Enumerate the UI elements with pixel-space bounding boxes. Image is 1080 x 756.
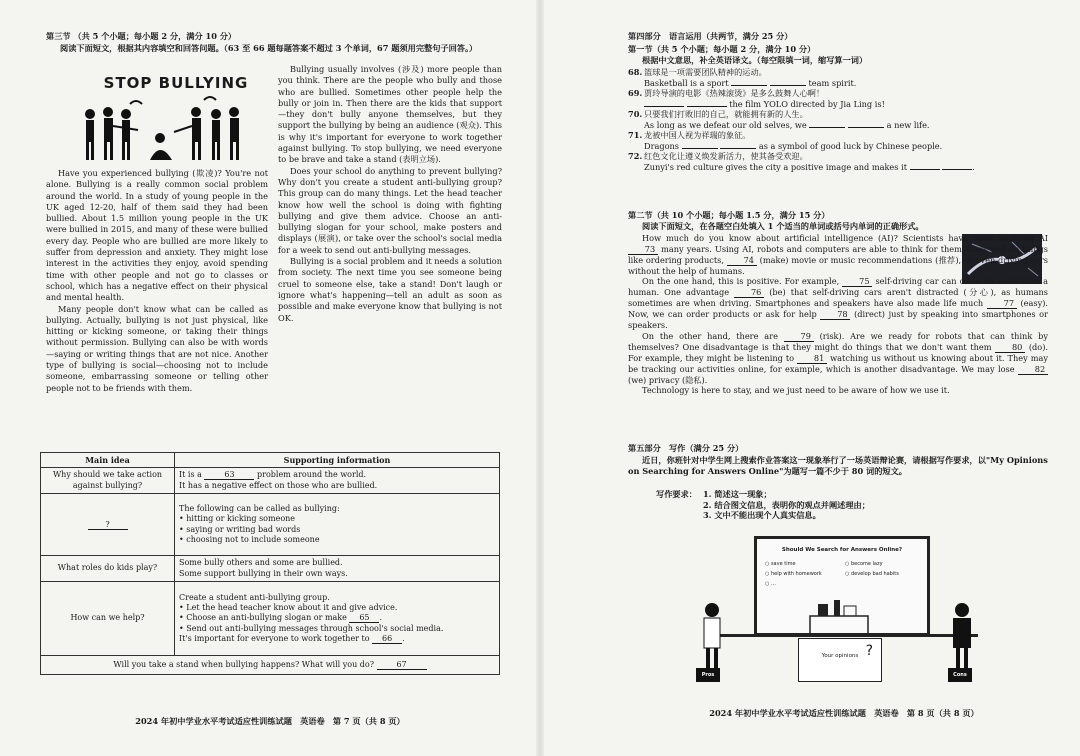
- ai-paragraph-4: Technology is here to stay, and we just need to be aware of how we use it.: [642, 385, 950, 395]
- q72-english-line: Zunyi's red culture gives the city a positive image and makes it .: [644, 161, 975, 172]
- row-2-support: [175, 494, 500, 556]
- row-3-main-idea: What roles do kids play?: [41, 556, 175, 582]
- question-67-row: [41, 656, 500, 675]
- blank-82[interactable]: 82: [1018, 365, 1048, 375]
- page-7-footer: 2024 年初中学业水平考试适应性训练试题 英语卷 第 7 页（共 8 页）: [135, 716, 405, 726]
- board-points: [757, 553, 927, 587]
- passage-paragraph-4: Does your school do anything to prevent bullying? Why don't you create a student anti-bullying group? This group can do many things. Let the head teacher know how well the school is doing with fighting bullying and give them advice. Choose an anti-bullying slogan for your school, make posters and displays (展演), or take over the school's social media for a week to send out anti-bullying messages.: [278, 165, 502, 255]
- blank-73[interactable]: 73: [628, 245, 658, 255]
- q70-blank-1[interactable]: [809, 127, 845, 128]
- blank-74[interactable]: 74: [727, 256, 757, 266]
- board-title: Should We Search for Answers Online?: [781, 547, 903, 553]
- ai-p2-text-a: On the one hand, this is positive. For example,: [642, 276, 840, 286]
- ai-p2-text-c: (be) that self-driving cars aren't distracted (分心), as humans sometimes are when driving. Smartphones and speakers have also made life much: [628, 287, 1049, 308]
- question-70: 70. 只要我们打败旧的自己，就能拥有新的人生。: [628, 109, 808, 119]
- q70-english-b: a new life.: [886, 119, 930, 130]
- row-4-main-idea: How can we help?: [41, 582, 175, 656]
- ai-p1-text-c: (make) movie or music recommendations (推荐), or even driving cars without the help of humans.: [628, 254, 1048, 276]
- row-3-text-a: Some bully others and some are bullied.: [179, 558, 343, 568]
- podium-text: Your opinions: [821, 653, 859, 659]
- blank-79[interactable]: 79: [784, 332, 814, 342]
- row-4-bullet: • Send out anti-bullying messages through school's social media.: [179, 624, 495, 634]
- ai-paragraph-1: [628, 233, 1048, 276]
- q69-chinese: 贾玲导演的电影《热辣滚烫》是多么鼓舞人心啊！: [644, 88, 825, 98]
- blank-80[interactable]: 80: [995, 343, 1025, 353]
- section-header: 第三节 （共 5 个小题；每小题 2 分，满分 10 分）: [46, 31, 237, 41]
- ai-p2-text-b: self-driving car can often be safer than a human. One advantage: [628, 276, 1048, 297]
- blank-67[interactable]: 67: [377, 660, 427, 670]
- q68-blank-1[interactable]: [731, 85, 767, 86]
- row-2-intro: The following can be called as bullying:: [179, 503, 340, 513]
- blank-75[interactable]: 75: [842, 277, 872, 287]
- q72-english-a: Zunyi's red culture gives the city a positive image and makes it: [644, 161, 907, 172]
- passage-left-column: [46, 168, 268, 394]
- question-72: 72. 红色文化让遵义焕发新活力，使其备受欢迎。: [628, 151, 808, 161]
- section-2-header: 第二节（共 10 个小题；每小题 1.5 分，满分 15 分）: [628, 210, 830, 220]
- row-4-support: [175, 582, 500, 656]
- board-point: ○ develop bad habits: [845, 571, 899, 577]
- q69-blank-1[interactable]: [644, 106, 684, 107]
- instructions: 阅读下面短文，根据其内容填空和回答问题。（63 至 66 题每题答案不超过 3 个单词，67 题须用完整句子回答。）: [60, 43, 478, 53]
- row-1-main-idea: Why should we take action against bullying?: [41, 468, 175, 494]
- row-3-support: [175, 556, 500, 582]
- q68-english-a: Basketball is a sport: [644, 77, 729, 88]
- board-point-text: develop bad habits: [850, 571, 899, 577]
- ai-p3-text-b: (risk). Are we ready for robots that can think by themselves? One disadvantage is that they might do things that we don't want them: [628, 330, 1048, 352]
- section-1-instructions: 根据中文意思，补全英语译文。（每空限填一词，缩写算一词）: [642, 55, 868, 65]
- row-4-bullet: • Choose an anti-bullying slogan or make 65 .: [179, 613, 495, 623]
- ai-p2-text-d: (easy). Now, we can order products or ask for help: [628, 298, 1048, 319]
- bullying-figures-icon: [76, 92, 276, 166]
- q72-blank-2[interactable]: [942, 169, 972, 170]
- blank-63[interactable]: 63: [204, 470, 254, 480]
- col-supporting-info: Supporting information: [175, 453, 500, 468]
- section-2-instructions: 阅读下面短文，在各题空白处填入 1 个适当的单词或括号内单词的正确形式。: [642, 221, 924, 231]
- section-1-header: 第一节（共 5 个小题；每小题 2 分，满分 10 分）: [628, 44, 816, 54]
- page-fold: [536, 0, 544, 756]
- q72-blank-1[interactable]: [910, 169, 940, 170]
- q71-english-line: [628, 141, 1048, 152]
- summary-table-wrap: [40, 452, 500, 675]
- row-1-text-c: It has a negative effect on those who are bullied.: [179, 480, 378, 490]
- row-4-closing-text: It's important for everyone to work together to: [179, 634, 370, 644]
- q71-blank-2[interactable]: [720, 148, 756, 149]
- row-1-text-a: It is a: [179, 470, 202, 480]
- ai-p3-text-c: (do). For example, they might be listening to: [628, 341, 1048, 363]
- blank-78[interactable]: 78: [820, 310, 850, 320]
- question-mark-icon: ?: [865, 643, 873, 659]
- row-4-intro: Create a student anti-bullying group.: [179, 592, 330, 602]
- table-row: [41, 556, 500, 582]
- translation-questions: [628, 67, 1048, 172]
- question-71: 71. 龙被中国人视为祥瑞的象征。: [628, 130, 751, 140]
- row-4-closing: It's important for everyone to work together to 66 .: [179, 634, 405, 644]
- q71-english-a: Dragons: [644, 140, 680, 151]
- podium-books-icon: [804, 596, 874, 636]
- requirements-title: 写作要求：: [656, 489, 697, 499]
- board-point-text: help with homework: [770, 571, 822, 577]
- blank-81[interactable]: 81: [797, 354, 827, 364]
- blank-76[interactable]: 76: [734, 288, 764, 298]
- summary-table: [40, 452, 500, 675]
- q70-english-a: As long as we defeat our old selves, we: [644, 119, 807, 130]
- row-2-bullet: • saying or writing bad words: [179, 525, 495, 535]
- row-2-bullet: • choosing not to include someone: [179, 535, 495, 545]
- board-point: ○ help with homework: [765, 571, 822, 577]
- table-row: [41, 494, 500, 556]
- table-header-row: [41, 453, 500, 468]
- blank-66[interactable]: 66: [372, 634, 402, 644]
- q68-blank-2[interactable]: [770, 85, 806, 86]
- page-7: [0, 0, 536, 756]
- row-1-support: [175, 468, 500, 494]
- part-4-header: 第四部分 语言运用（共两节，满分 25 分）: [628, 31, 793, 41]
- requirement-item: 1. 简述这一现象；: [702, 489, 772, 499]
- passage-right-column: [278, 64, 502, 324]
- q69-english-line: [628, 99, 1048, 110]
- row-3-text-b: Some support bullying in their own ways.: [179, 568, 348, 578]
- ai-p2-text-e: (direct) just by speaking into smartphones or speakers.: [628, 309, 1049, 330]
- ai-p1-text-a: How much do you know about artificial intelligence (AI)? Scientists have been studying AI: [642, 233, 1048, 243]
- table-row: [41, 582, 500, 656]
- ai-paragraph-2: [628, 276, 1048, 331]
- q68-english-line: [628, 78, 1048, 89]
- ai-passage: [628, 233, 1048, 396]
- board-point: ○ save time: [765, 561, 796, 567]
- board-point: ○ become lazy: [845, 561, 883, 567]
- ai-p3-text-d: watching us without us knowing about it. They may be tracking our activities online, for example, which is another disadvantage. We may lose: [628, 352, 1049, 374]
- debate-illustration: [694, 530, 984, 690]
- passage-paragraph-2: Many people don't know what can be called as bullying. Actually, bullying is not just physical, like hitting or kicking someone, or taking their things without permission. Bullying can also be with words—saying or writing things that are not nice. Another type of bullying is social—choosing not to include someone, embarrassing someone or telling other people not to be friends with them.: [46, 303, 268, 393]
- cons-sign: Cons: [948, 668, 972, 682]
- writing-requirements: [656, 489, 1036, 521]
- q70-blank-2[interactable]: [848, 127, 884, 128]
- requirement-item: 2. 结合图文信息，表明你的观点并阐述理由；: [702, 499, 870, 510]
- ai-p3-text-e: (we) privacy (隐私).: [628, 374, 708, 385]
- passage-paragraph-3: Bullying usually involves (涉及) more people than you think. There are the people who bully and those who are bullied. Sometimes other people help the bully or join in. Then there are the kids that support—they don't bully anyone themselves, but they support the bullying by being an audience (观众). This is why it's important for everyone to work together against bullying. To stop bullying, we need everyone to be brave and take a stand (表明立场).: [278, 64, 502, 165]
- ai-p3-text-a: On the other hand, there are: [642, 330, 778, 341]
- q70-chinese: 只要我们打败旧的自己，就能拥有新的人生。: [644, 109, 808, 119]
- requirements-block: [656, 489, 1036, 521]
- blank-77[interactable]: 77: [987, 299, 1017, 309]
- page-8: [544, 0, 1080, 756]
- part-5-header: 第五部分 写作（满分 25 分）: [628, 443, 744, 453]
- passage-paragraph-1: Have you experienced bullying (欺凌)? You're not alone. Bullying is a really common social problem around the world. In a study of young people in the UK aged 12-20, half of them said they had been bullied. About 1.5 million young people in the UK were bullied in 2015, and many of these were bullied every day. People who are bullied are more likely to suffer from depression and anxiety. They might lose interest in the activities they enjoy, avoid spending time with other people and not go to classes or school, which has a negative effect on their physical and mental health.: [46, 168, 268, 303]
- board-point: ○ …: [765, 581, 776, 587]
- q71-blank-1[interactable]: [682, 148, 718, 149]
- question-68: 68. 篮球是一项需要团队精神的运动。: [628, 67, 767, 77]
- part-5-instructions: 近日，你班针对中学生网上搜索作业答案这一现象举行了一场英语辩论赛，请根据写作要求，以"My Opinions on Searching for Answers Online"为题写一篇不少于 80 词的短文。: [628, 455, 1048, 476]
- blank-64[interactable]: ?: [88, 520, 128, 530]
- passage-paragraph-5: Bullying is a social problem and it needs a solution from society. The next time you see someone being cruel to someone else, take a stand! Don't laugh or ignore what's happening—tell an adult as soon as possible and make everyone know that bullying is not OK.: [278, 256, 502, 323]
- row-4-bullet: • Let the head teacher know about it and give advice.: [179, 603, 495, 613]
- blank-65[interactable]: 65: [349, 613, 379, 623]
- q71-chinese: 龙被中国人视为祥瑞的象征。: [644, 130, 751, 140]
- illustration-title: STOP BULLYING: [103, 74, 249, 92]
- q68-english-b: team spirit.: [808, 77, 857, 88]
- q68-chinese: 篮球是一项需要团队精神的运动。: [644, 67, 767, 77]
- row-2-bullet: • hitting or kicking someone: [179, 514, 495, 524]
- board-point-text: become lazy: [850, 561, 883, 567]
- table-row: [41, 468, 500, 494]
- q71-english-b: as a symbol of good luck by Chinese people.: [758, 140, 943, 151]
- q72-chinese: 红色文化让遵义焕发新活力，使其备受欢迎。: [644, 151, 808, 161]
- row-4-bullet-text: Choose an anti-bullying slogan or make: [186, 613, 347, 623]
- row-2-main-idea: [41, 494, 175, 556]
- stop-bullying-illustration: [76, 74, 276, 166]
- board-point-text: save time: [770, 561, 796, 567]
- question-69: 69. 贾玲导演的电影《热辣滚烫》是多么鼓舞人心啊！: [628, 88, 825, 98]
- requirements-list: [703, 489, 870, 521]
- podium: [798, 638, 882, 682]
- row-1-text-b: problem around the world.: [257, 470, 367, 480]
- q69-english-a: the film YOLO directed by Jia Ling is!: [729, 98, 885, 109]
- page-8-footer: 2024 年初中学业水平考试适应性训练试题 英语卷 第 8 页（共 8 页）: [709, 708, 979, 718]
- table-row: [41, 656, 500, 675]
- q70-english-line: [628, 120, 1048, 131]
- col-main-idea: Main idea: [41, 453, 175, 468]
- ai-paragraph-3: [628, 331, 1048, 386]
- question-67: Will you take a stand when bullying happens? What will you do?: [113, 660, 375, 670]
- pros-sign: Pros: [696, 668, 720, 682]
- q69-blank-2[interactable]: [687, 106, 727, 107]
- ai-p1-text-b: many years. Using AI, robots and computers are able to think for themselves and do things like ordering products,: [628, 243, 1048, 265]
- requirement-item: 3. 文中不能出现个人真实信息。: [702, 510, 821, 520]
